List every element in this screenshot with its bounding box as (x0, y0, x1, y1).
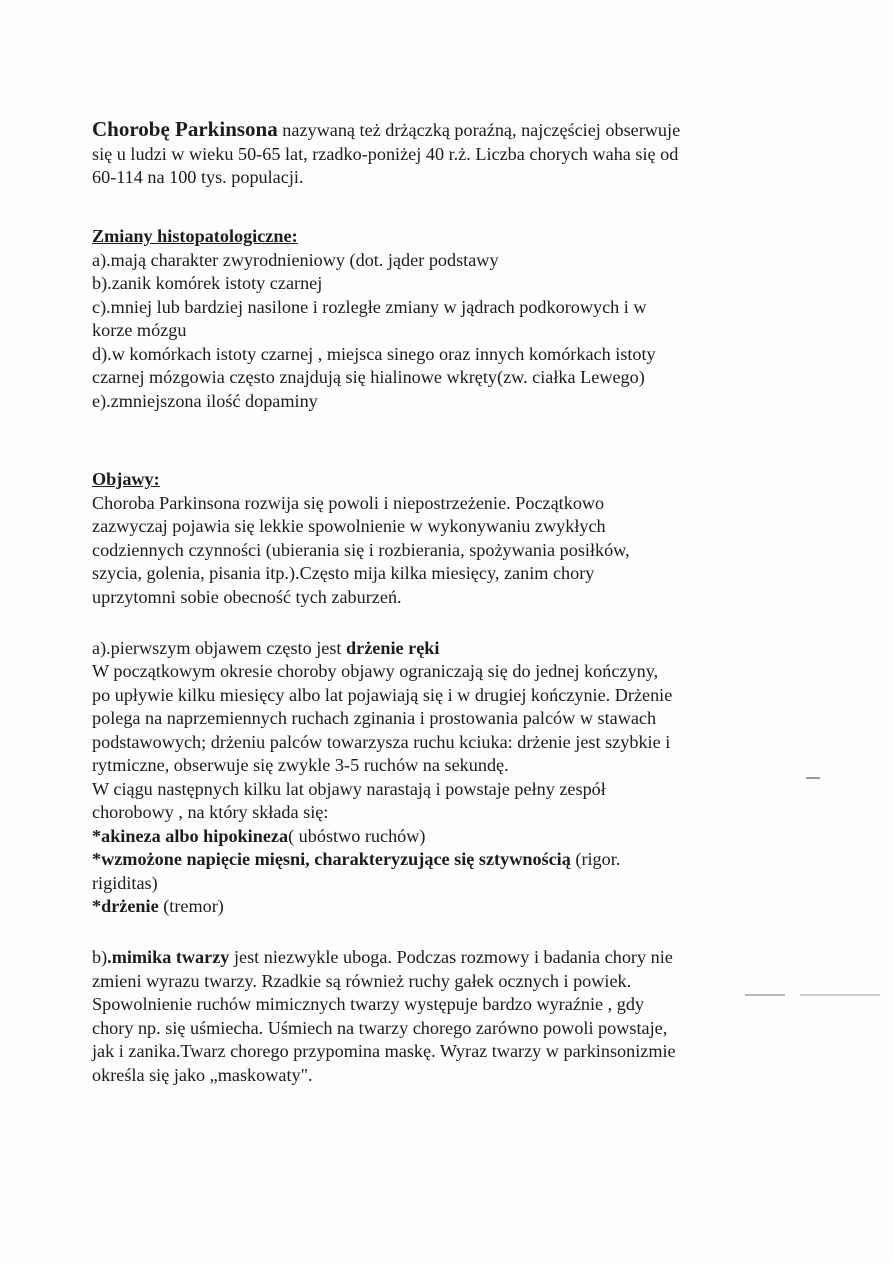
symptom-b-bold: .mimika twarzy (107, 947, 230, 967)
symptoms-intro-line: codziennych czynności (ubierania się i rozbierania, spożywania posiłków, (92, 539, 630, 560)
spacer (92, 919, 802, 943)
symptom-b-text: zmieni wyrazu twarzy. Rzadkie są również ruchy gałek ocznych i powiek. (92, 970, 632, 991)
histopathology-item: a).mają charakter zwyrodnieniowy (dot. jąder podstawy (92, 249, 499, 270)
document-page (92, 118, 802, 1087)
symptom-b-text: jak i zanika.Twarz chorego przypomina maskę. Wyraz twarzy w parkinsonizmie (92, 1041, 676, 1061)
symptom-a-text: W początkowym okresie choroby objawy ograniczają się do jednej kończyny, (92, 661, 659, 681)
symptom-a-line (92, 637, 802, 661)
symptoms-intro-line: szycia, golenia, pisania itp.).Często mija kilka miesięcy, zanim chory (92, 563, 595, 583)
symptom-a-text: polega na naprzemiennych ruchach zginania i prostowania palców w stawach (92, 708, 657, 728)
symptom-a-bold: drżenie ręki (346, 637, 440, 658)
histopathology-heading: Zmiany histopatologiczne: (92, 226, 298, 246)
histopathology-item: c).mniej lub bardziej nasilone i rozległe zmiany w jądrach podkorowych i w (92, 296, 647, 317)
symptom-a-prefix: a).pierwszym objawem często jest (92, 637, 347, 658)
scan-speck (806, 777, 820, 779)
bullet-tremor-rest: (tremor) (158, 896, 224, 916)
intro-title: Chorobę Parkinsona (92, 117, 278, 141)
symptom-a-text: W ciągu następnych kilku lat objawy narastają i powstaje pełny zespół (92, 778, 606, 799)
symptom-a-text: po upływie kilku miesięcy albo lat pojawiają się i w drugiej kończynie. Drżenie (92, 684, 673, 705)
symptom-b-text: określa się jako „maskowaty". (92, 1064, 313, 1085)
bullet-rigidity-bold: *wzmożone napięcie mięsni, charakteryzujące się sztywnością (92, 849, 571, 869)
spacer (92, 413, 802, 460)
symptom-a-text: rytmiczne, obserwuje się zwykle 3-5 ruchów na sekundę. (92, 755, 509, 775)
histopathology-item: d).w komórkach istoty czarnej , miejsca sinego oraz innych komórkach istoty (92, 343, 656, 364)
spacer (92, 609, 802, 633)
bullet-tremor (92, 895, 802, 919)
symptoms-heading: Objawy: (92, 469, 160, 489)
scan-speck (745, 994, 785, 996)
spacer (92, 190, 802, 214)
histopathology-item: e).zmniejszona ilość dopaminy (92, 390, 318, 411)
symptom-b-text: chory np. się uśmiecha. Uśmiech na twarzy chorego zarówno powoli powstaje, (92, 1017, 668, 1038)
histopathology-item: czarnej mózgowia często znajdują się hialinowe wkręty(zw. ciałka Lewego) (92, 367, 645, 387)
symptom-b-rest: jest niezwykle uboga. Podczas rozmowy i badania chory nie (229, 947, 673, 967)
intro-text-1: nazywaną też drżączką poraźną, najczęściej obserwuje (277, 120, 681, 140)
symptom-b-line (92, 946, 802, 970)
symptom-a-text: chorobowy , na który składa się: (92, 802, 329, 822)
histopathology-item: b).zanik komórek istoty czarnej (92, 273, 323, 293)
bullet-akinesia (92, 825, 802, 849)
scan-speck (800, 994, 880, 996)
bullet-rigidity-rest: (rigor. (570, 849, 621, 869)
symptoms-intro-line: uprzytomni sobie obecność tych zaburzeń. (92, 586, 402, 607)
symptom-b-prefix: b) (92, 947, 108, 967)
histopathology-item: korze mózgu (92, 320, 187, 340)
symptom-b-text: Spowolnienie ruchów mimicznych twarzy występuje bardzo wyraźnie , gdy (92, 994, 645, 1014)
bullet-tremor-bold: *drżenie (92, 896, 159, 916)
intro-line-2: się u ludzi w wieku 50-65 lat, rzadko-poniżej 40 r.ż. Liczba chorych waha się od (92, 143, 679, 164)
bullet-akinesia-bold: *akineza albo hipokineza (92, 825, 289, 846)
bullet-akinesia-rest: ( ubóstwo ruchów) (288, 825, 426, 846)
intro-line-3: 60-114 na 100 tys. populacji. (92, 167, 304, 187)
bullet-rigidity-cont: rigiditas) (92, 872, 158, 893)
bullet-rigidity (92, 848, 802, 872)
symptoms-intro-line: zazwyczaj pojawia się lekkie spowolnienie w wykonywaniu zwykłych (92, 516, 606, 536)
intro-line-1 (92, 118, 802, 143)
symptoms-intro-line: Choroba Parkinsona rozwija się powoli i niepostrzeżenie. Początkowo (92, 492, 605, 513)
symptom-a-text: podstawowych; drżeniu palców towarzysza ruchu kciuka: drżenie jest szybkie i (92, 731, 671, 752)
